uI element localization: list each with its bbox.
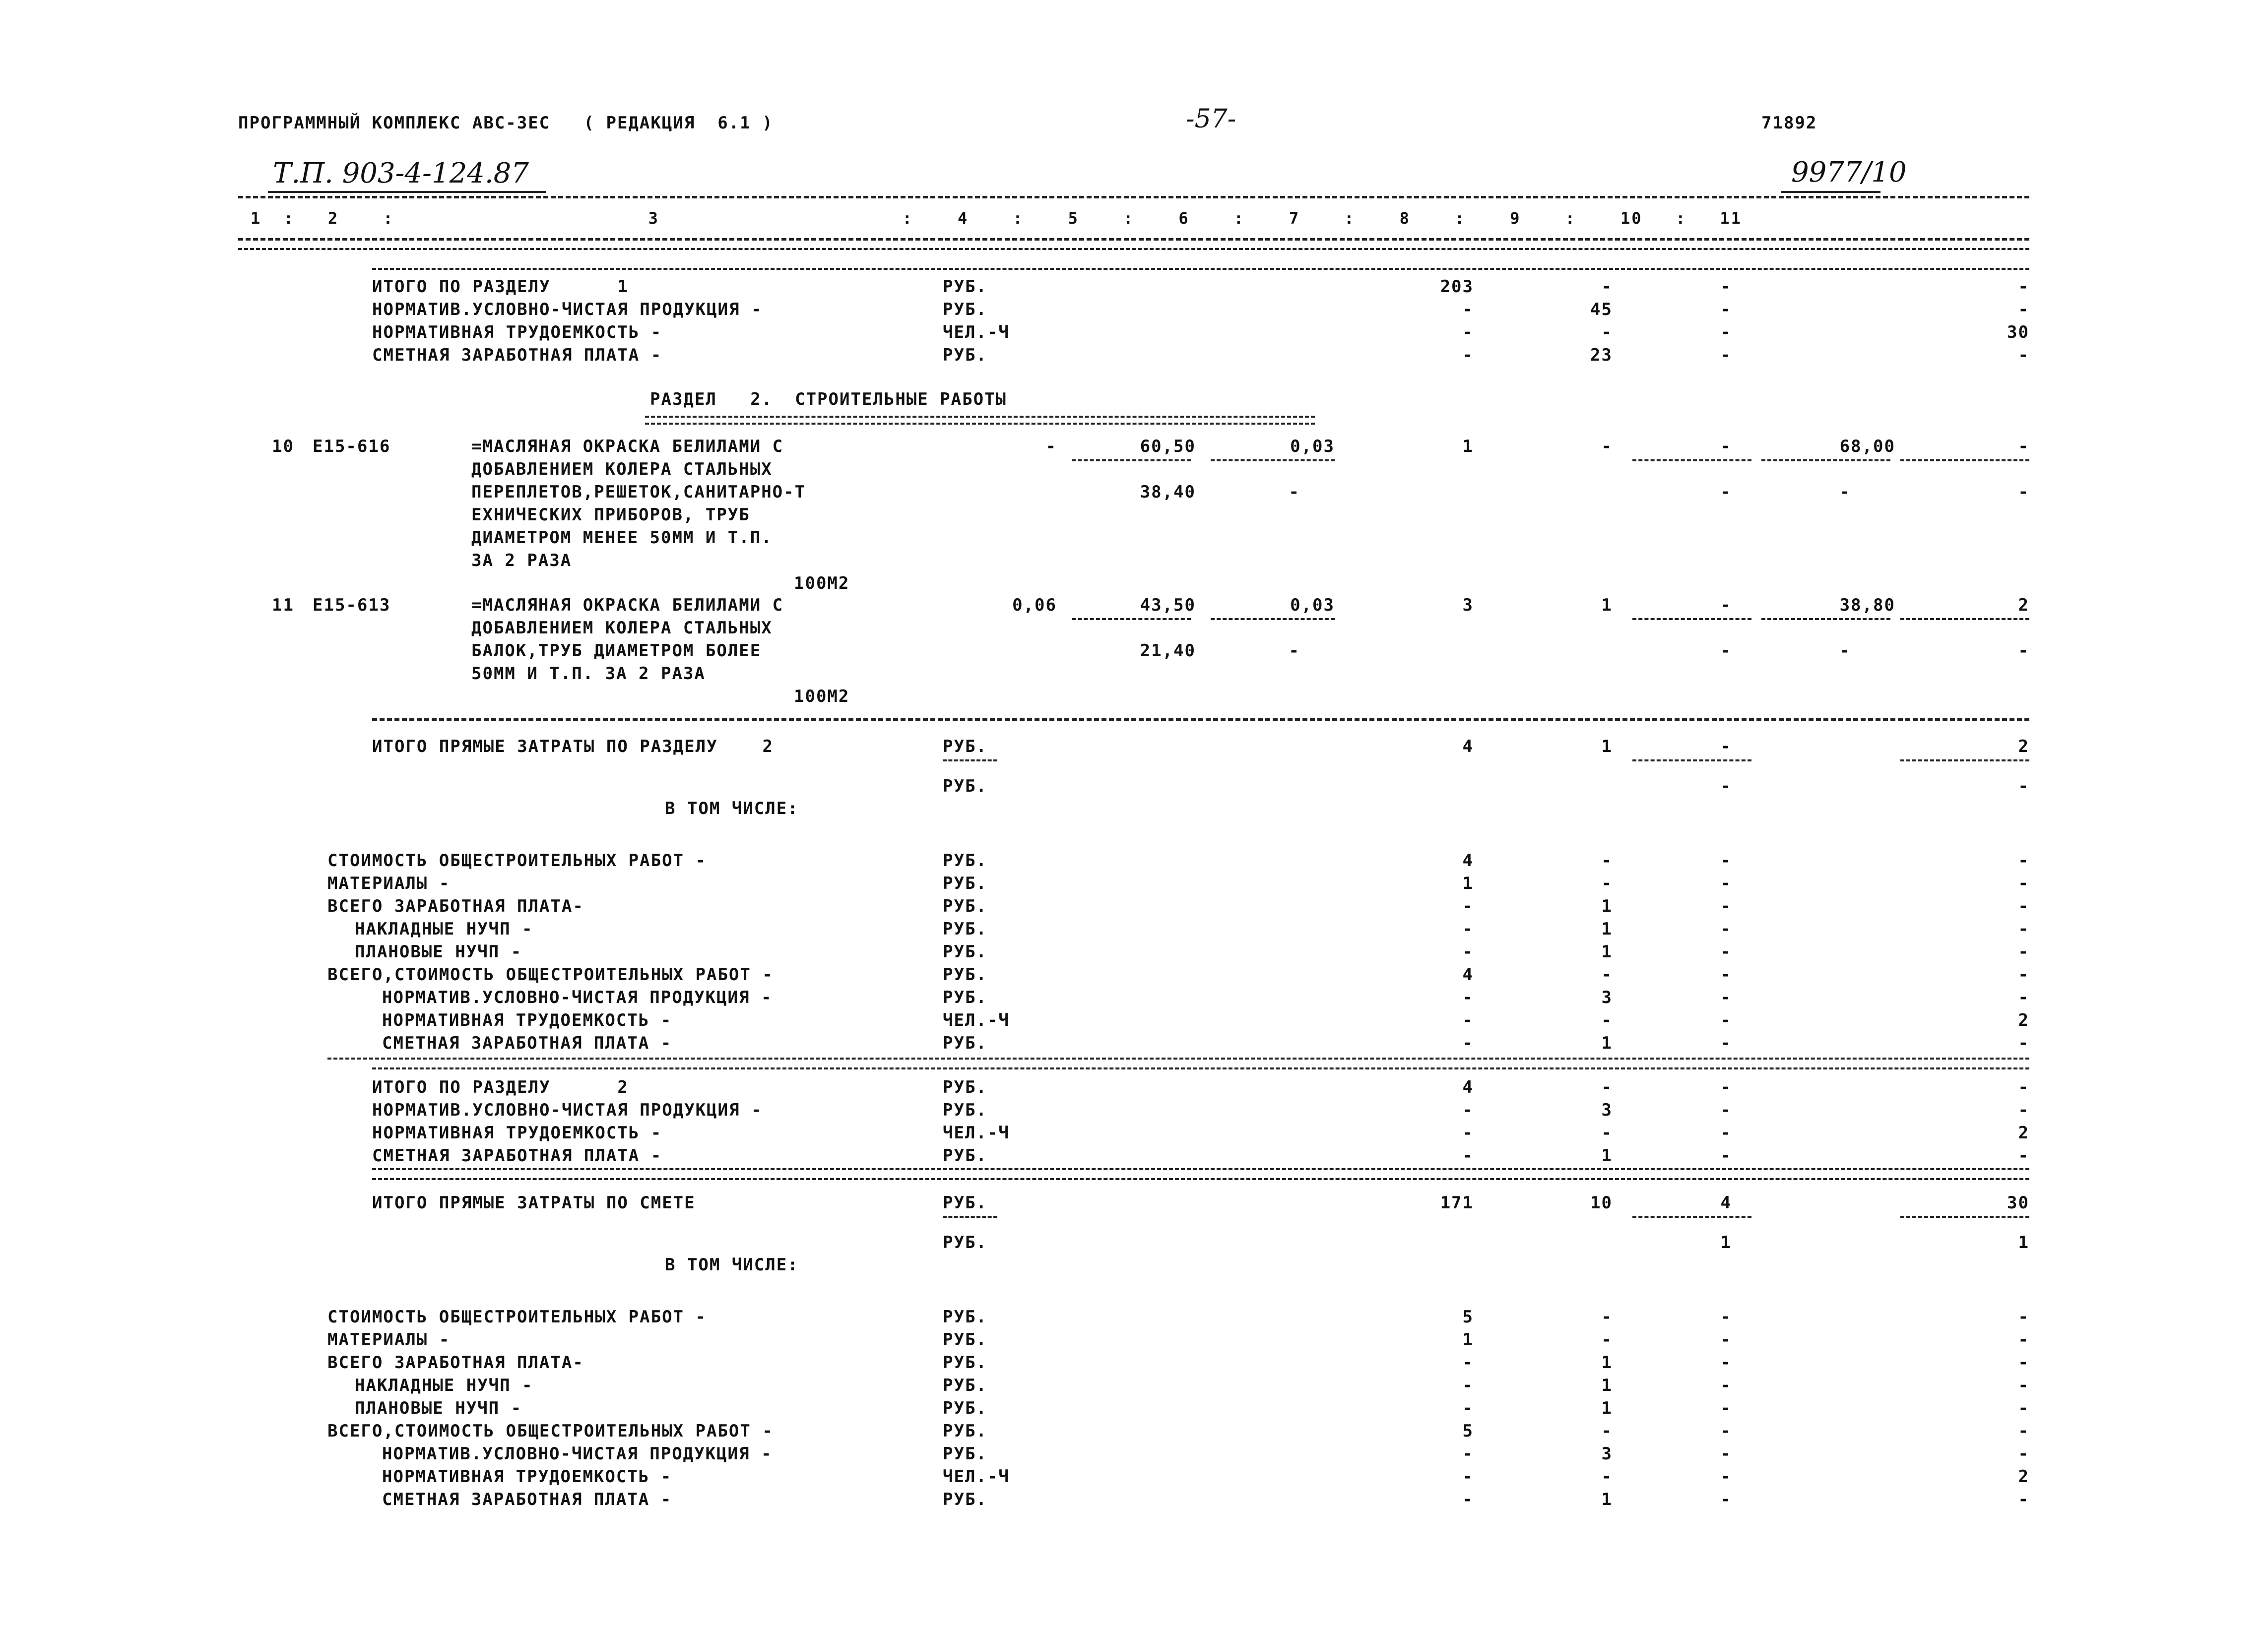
col11-cell: - (2018, 1398, 2029, 1418)
col11-cell-2: - (2018, 641, 2029, 661)
col4-cell: 0,06 (1012, 595, 1057, 615)
col7-cell: - (1462, 1123, 1474, 1143)
col11-cell: - (2018, 1146, 2029, 1166)
sheet-number: 9977/10 (1791, 156, 1907, 188)
item-description-line: ЗА 2 РАЗА (471, 551, 572, 570)
col5-cell: 43,50 (1140, 595, 1196, 615)
col9-cell: - (1720, 874, 1732, 893)
section2-totals-top-rule (372, 1067, 2029, 1069)
project-number: Т.П. 903-4-124.87 (273, 157, 529, 189)
col11-cell: - (2018, 1421, 2029, 1441)
unit-cell: ЧЕЛ.-Ч (943, 1010, 1010, 1030)
unit-cell: РУБ. (943, 988, 987, 1007)
unit-divider (943, 1216, 997, 1218)
col9-cell: - (1720, 965, 1732, 985)
col9-divider (1632, 618, 1751, 620)
item-code: Е15-616 (313, 437, 391, 456)
col11-cell: 2 (2018, 1123, 2029, 1143)
col11-cell: - (2018, 1033, 2029, 1053)
unit-cell: РУБ. (943, 1100, 987, 1120)
col9-cell: - (1720, 1146, 1732, 1166)
col9-cell: - (1720, 1307, 1732, 1327)
col8-cell: 45 (1590, 300, 1613, 319)
col8-cell: - (1601, 437, 1613, 456)
total-row-label: НОРМАТИВ.УСЛОВНО-ЧИСТАЯ ПРОДУКЦИЯ - (372, 1100, 763, 1120)
col11-cell: - (2018, 1353, 2029, 1373)
col8-cell: - (1601, 965, 1613, 985)
unit-cell: РУБ. (943, 1330, 987, 1350)
item-description-line: БАЛОК,ТРУБ ДИАМЕТРОМ БОЛЕЕ (471, 641, 762, 661)
unit-cell: РУБ. (943, 1353, 987, 1373)
col9-cell: - (1720, 737, 1732, 756)
col9-cell: - (1720, 1444, 1732, 1464)
col7-cell: - (1462, 896, 1474, 916)
col7-cell: - (1462, 1398, 1474, 1418)
col9-cell: - (1720, 1467, 1732, 1487)
col6-divider (1211, 459, 1335, 461)
total-row-label: НОРМАТИВНАЯ ТРУДОЕМКОСТЬ - (372, 1123, 662, 1143)
total-row-label: ИТОГО ПО РАЗДЕЛУ 2 (372, 1077, 629, 1097)
col11-cell: - (2018, 942, 2029, 962)
item-description-line: =МАСЛЯНАЯ ОКРАСКА БЕЛИЛАМИ С (471, 437, 784, 456)
col8-cell: - (1601, 1123, 1613, 1143)
section2-breakdown-end-rule (327, 1058, 2029, 1060)
col11-cell: - (2018, 988, 2029, 1007)
col11-cell-2: - (2018, 482, 2029, 502)
col8-cell: 1 (1601, 595, 1613, 615)
col7-cell: 203 (1440, 277, 1474, 297)
unit-cell: РУБ. (943, 300, 987, 319)
col11-cell: - (2018, 1330, 2029, 1350)
col7-cell: - (1462, 1100, 1474, 1120)
breakdown-row-label: НАКЛАДНЫЕ НУЧП - (355, 919, 533, 939)
col11-cell: - (2018, 1376, 2029, 1395)
col9-cell: - (1720, 919, 1732, 939)
col6-cell-2: - (1289, 482, 1300, 502)
col9-cell: - (1720, 1376, 1732, 1395)
unit-cell: РУБ. (943, 919, 987, 939)
col8-cell: 1 (1601, 1490, 1613, 1509)
col8-cell: 1 (1601, 942, 1613, 962)
col8-cell: - (1601, 1467, 1613, 1487)
col11-cell: 30 (2007, 1193, 2029, 1213)
col7-cell: - (1462, 1146, 1474, 1166)
unit-cell: ЧЕЛ.-Ч (943, 322, 1010, 342)
col7-cell: 4 (1462, 737, 1474, 756)
total-row-label: НОРМАТИВ.УСЛОВНО-ЧИСТАЯ ПРОДУКЦИЯ - (372, 300, 763, 319)
col8-cell: 1 (1601, 1353, 1613, 1373)
breakdown-row-label: ПЛАНОВЫЕ НУЧП - (355, 942, 522, 962)
col9-cell-2: - (1720, 482, 1732, 502)
col9-divider (1632, 459, 1751, 461)
sheet-underline (1781, 191, 1880, 193)
col11-cell-2: - (2018, 776, 2029, 796)
total-row-label: СМЕТНАЯ ЗАРАБОТНАЯ ПЛАТА - (372, 345, 662, 365)
col5-divider (1072, 618, 1191, 620)
total-row-label: ИТОГО ПО РАЗДЕЛУ 1 (372, 277, 629, 297)
col9-divider (1632, 1216, 1751, 1218)
col7-cell: 4 (1462, 851, 1474, 871)
col9-cell: - (1720, 1421, 1732, 1441)
unit-cell: РУБ. (943, 1307, 987, 1327)
col9-cell-2: - (1720, 776, 1732, 796)
col11-cell: - (2018, 851, 2029, 871)
col9-cell: - (1720, 437, 1732, 456)
unit-cell: РУБ. (943, 1444, 987, 1464)
unit-cell: РУБ. (943, 1398, 987, 1418)
col5-cell: 60,50 (1140, 437, 1196, 456)
unit-cell: РУБ. (943, 942, 987, 962)
unit-cell: РУБ. (943, 896, 987, 916)
breakdown-row-label: СТОИМОСТЬ ОБЩЕСТРОИТЕЛЬНЫХ РАБОТ - (327, 851, 707, 871)
col10-cell-2: - (1839, 482, 1851, 502)
col7-cell: 5 (1462, 1307, 1474, 1327)
col7-cell: - (1462, 919, 1474, 939)
breakdown-row-label: ВСЕГО ЗАРАБОТНАЯ ПЛАТА- (327, 1353, 584, 1373)
breakdown-row-label: СТОИМОСТЬ ОБЩЕСТРОИТЕЛЬНЫХ РАБОТ - (327, 1307, 707, 1327)
section2-including-label: В ТОМ ЧИСЛЕ: (665, 799, 799, 818)
col8-cell: 1 (1601, 737, 1613, 756)
col8-cell: 3 (1601, 1100, 1613, 1120)
section2-title-rule (645, 416, 1315, 425)
header-bottom-rule-2 (238, 248, 2029, 250)
estimate-top-rule-2 (372, 1178, 2029, 1180)
unit-cell: РУБ. (943, 1490, 987, 1509)
col7-cell: - (1462, 988, 1474, 1007)
unit-cell-2: РУБ. (943, 1233, 987, 1253)
col9-cell: - (1720, 300, 1732, 319)
item-number: 10 (272, 437, 294, 456)
col9-cell: - (1720, 1398, 1732, 1418)
col6-cell: 0,03 (1290, 437, 1335, 456)
breakdown-row-label: НОРМАТИВНАЯ ТРУДОЕМКОСТЬ - (382, 1467, 672, 1487)
col11-divider (1900, 618, 2029, 620)
col8-cell: - (1601, 1307, 1613, 1327)
col9-cell: - (1720, 1077, 1732, 1097)
col11-cell: - (2018, 437, 2029, 456)
col5-cell-2: 38,40 (1140, 482, 1196, 502)
unit-cell: РУБ. (943, 737, 987, 756)
col9-cell: - (1720, 1330, 1732, 1350)
breakdown-row-label: ВСЕГО,СТОИМОСТЬ ОБЩЕСТРОИТЕЛЬНЫХ РАБОТ - (327, 965, 774, 985)
item-unit: 100М2 (794, 687, 850, 706)
section2-title: РАЗДЕЛ 2. СТРОИТЕЛЬНЫЕ РАБОТЫ (650, 389, 1007, 409)
col8-cell: - (1601, 277, 1613, 297)
col11-divider (1900, 1216, 2029, 1218)
col9-cell: - (1720, 851, 1732, 871)
col9-cell: - (1720, 1010, 1732, 1030)
col9-cell: - (1720, 595, 1732, 615)
col7-cell: - (1462, 942, 1474, 962)
col7-cell: - (1462, 1010, 1474, 1030)
col10-cell: 38,80 (1839, 595, 1895, 615)
breakdown-row-label: ВСЕГО ЗАРАБОТНАЯ ПЛАТА- (327, 896, 584, 916)
col7-cell: 3 (1462, 595, 1474, 615)
unit-cell: РУБ. (943, 851, 987, 871)
col11-cell: - (2018, 1307, 2029, 1327)
page-number: -57- (1186, 104, 1236, 134)
col11-cell: 2 (2018, 737, 2029, 756)
unit-cell: РУБ. (943, 345, 987, 365)
col9-cell: - (1720, 1033, 1732, 1053)
col11-cell: 2 (2018, 595, 2029, 615)
col7-cell: - (1462, 1490, 1474, 1509)
col11-cell: - (2018, 300, 2029, 319)
col9-cell: - (1720, 896, 1732, 916)
col5-cell-2: 21,40 (1140, 641, 1196, 661)
col7-cell: - (1462, 300, 1474, 319)
col7-cell: - (1462, 1467, 1474, 1487)
col11-cell: - (2018, 1100, 2029, 1120)
col6-divider (1211, 618, 1335, 620)
item-code: Е15-613 (313, 595, 391, 615)
breakdown-row-label: МАТЕРИАЛЫ - (327, 874, 451, 893)
unit-cell-2: РУБ. (943, 776, 987, 796)
item-description-line: ЕХНИЧЕСКИХ ПРИБОРОВ, ТРУБ (471, 505, 750, 525)
section1-total-rule (372, 268, 2029, 270)
unit-cell: ЧЕЛ.-Ч (943, 1123, 1010, 1143)
col8-cell: 1 (1601, 1398, 1613, 1418)
unit-cell: РУБ. (943, 1193, 987, 1213)
project-underline (268, 191, 546, 193)
breakdown-row-label: НОРМАТИВ.УСЛОВНО-ЧИСТАЯ ПРОДУКЦИЯ - (382, 988, 773, 1007)
unit-divider (943, 759, 997, 761)
col6-cell-2: - (1289, 641, 1300, 661)
col8-cell: 1 (1601, 896, 1613, 916)
col9-cell: - (1720, 1490, 1732, 1509)
col8-cell: 1 (1601, 1376, 1613, 1395)
col11-cell: - (2018, 965, 2029, 985)
breakdown-row-label: МАТЕРИАЛЫ - (327, 1330, 451, 1350)
col11-cell: 30 (2007, 322, 2029, 342)
col10-divider (1761, 618, 1890, 620)
col7-cell: 5 (1462, 1421, 1474, 1441)
col7-cell: - (1462, 1033, 1474, 1053)
col8-cell: 3 (1601, 1444, 1613, 1464)
item-description-line: ДИАМЕТРОМ МЕНЕЕ 50ММ И Т.П. (471, 528, 773, 548)
col7-cell: - (1462, 345, 1474, 365)
col9-cell: - (1720, 1353, 1732, 1373)
col10-cell: 68,00 (1839, 437, 1895, 456)
col6-cell: 0,03 (1290, 595, 1335, 615)
col8-cell: 1 (1601, 1033, 1613, 1053)
unit-cell: РУБ. (943, 277, 987, 297)
col8-cell: - (1601, 874, 1613, 893)
col10-cell-2: - (1839, 641, 1851, 661)
col7-cell: 1 (1462, 874, 1474, 893)
col8-cell: - (1601, 1330, 1613, 1350)
unit-cell: РУБ. (943, 874, 987, 893)
col7-cell: - (1462, 1376, 1474, 1395)
col8-cell: 23 (1590, 345, 1613, 365)
col11-cell: - (2018, 874, 2029, 893)
col11-cell-2: 1 (2018, 1233, 2029, 1253)
col8-cell: 1 (1601, 919, 1613, 939)
col8-cell: - (1601, 1077, 1613, 1097)
col8-cell: 3 (1601, 988, 1613, 1007)
col9-cell: - (1720, 988, 1732, 1007)
col11-cell: 2 (2018, 1010, 2029, 1030)
breakdown-row-label: ВСЕГО,СТОИМОСТЬ ОБЩЕСТРОИТЕЛЬНЫХ РАБОТ - (327, 1421, 774, 1441)
breakdown-row-label: НАКЛАДНЫЕ НУЧП - (355, 1376, 533, 1395)
col11-cell: - (2018, 277, 2029, 297)
col8-cell: - (1601, 322, 1613, 342)
document-code: 71892 (1761, 113, 1817, 133)
col11-cell: - (2018, 1490, 2029, 1509)
col9-cell: - (1720, 942, 1732, 962)
item-description-line: ПЕРЕПЛЕТОВ,РЕШЕТОК,САНИТАРНО-Т (471, 482, 806, 502)
unit-cell: РУБ. (943, 965, 987, 985)
col7-cell: 4 (1462, 965, 1474, 985)
col8-cell: 10 (1590, 1193, 1613, 1213)
col11-cell: - (2018, 919, 2029, 939)
col8-cell: 1 (1601, 1146, 1613, 1166)
col11-cell: - (2018, 345, 2029, 365)
header-bottom-rule (238, 238, 2029, 241)
col11-cell: 2 (2018, 1467, 2029, 1487)
col7-cell: - (1462, 322, 1474, 342)
col9-cell: - (1720, 1123, 1732, 1143)
direct-cost-label: ИТОГО ПРЯМЫЕ ЗАТРАТЫ ПО СМЕТЕ (372, 1193, 696, 1213)
col9-cell: - (1720, 322, 1732, 342)
col9-cell: - (1720, 345, 1732, 365)
breakdown-row-label: НОРМАТИВ.УСЛОВНО-ЧИСТАЯ ПРОДУКЦИЯ - (382, 1444, 773, 1464)
item-description-line: =МАСЛЯНАЯ ОКРАСКА БЕЛИЛАМИ С (471, 595, 784, 615)
breakdown-row-label: СМЕТНАЯ ЗАРАБОТНАЯ ПЛАТА - (382, 1033, 672, 1053)
col8-cell: - (1601, 1421, 1613, 1441)
program-title: ПРОГРАММНЫЙ КОМПЛЕКС АВС-ЗЕС ( РЕДАКЦИЯ 6.1 ) (238, 113, 774, 133)
col9-cell: - (1720, 277, 1732, 297)
estimate-top-rule (372, 1168, 2029, 1170)
col5-divider (1072, 459, 1191, 461)
unit-cell: РУБ. (943, 1077, 987, 1097)
breakdown-row-label: СМЕТНАЯ ЗАРАБОТНАЯ ПЛАТА - (382, 1490, 672, 1509)
table-top-rule (238, 196, 2029, 198)
unit-cell: РУБ. (943, 1146, 987, 1166)
col8-cell: - (1601, 851, 1613, 871)
col9-cell-2: 1 (1720, 1233, 1732, 1253)
col4-cell: - (1045, 437, 1057, 456)
col7-cell: 171 (1440, 1193, 1474, 1213)
col9-divider (1632, 759, 1751, 761)
direct-cost-label: ИТОГО ПРЯМЫЕ ЗАТРАТЫ ПО РАЗДЕЛУ 2 (372, 737, 774, 756)
col7-cell: - (1462, 1444, 1474, 1464)
col11-divider (1900, 459, 2029, 461)
item-description-line: ДОБАВЛЕНИЕМ КОЛЕРА СТАЛЬНЫХ (471, 618, 773, 638)
col8-cell: - (1601, 1010, 1613, 1030)
col7-cell: - (1462, 1353, 1474, 1373)
col7-cell: 1 (1462, 1330, 1474, 1350)
unit-cell: РУБ. (943, 1421, 987, 1441)
total-row-label: НОРМАТИВНАЯ ТРУДОЕМКОСТЬ - (372, 322, 662, 342)
column-numbers: 1 : 2 : 3 : 4 : 5 : 6 : 7 : 8 : 9 : 10 : 11 (251, 209, 1742, 228)
breakdown-row-label: НОРМАТИВНАЯ ТРУДОЕМКОСТЬ - (382, 1010, 672, 1030)
item-unit: 100М2 (794, 573, 850, 593)
col11-divider (1900, 759, 2029, 761)
unit-cell: РУБ. (943, 1033, 987, 1053)
col9-cell-2: - (1720, 641, 1732, 661)
unit-cell: ЧЕЛ.-Ч (943, 1467, 1010, 1487)
breakdown-row-label: ПЛАНОВЫЕ НУЧП - (355, 1398, 522, 1418)
total-row-label: СМЕТНАЯ ЗАРАБОТНАЯ ПЛАТА - (372, 1146, 662, 1166)
unit-cell: РУБ. (943, 1376, 987, 1395)
col11-cell: - (2018, 1444, 2029, 1464)
item-description-line: ДОБАВЛЕНИЕМ КОЛЕРА СТАЛЬНЫХ (471, 459, 773, 479)
col11-cell: - (2018, 1077, 2029, 1097)
item-description-line: 50ММ И Т.П. ЗА 2 РАЗА (471, 664, 706, 684)
item-number: 11 (272, 595, 294, 615)
section2-items-end-rule (372, 718, 2029, 721)
col7-cell: 4 (1462, 1077, 1474, 1097)
estimate-including-label: В ТОМ ЧИСЛЕ: (665, 1255, 799, 1275)
col7-cell: 1 (1462, 437, 1474, 456)
col10-divider (1761, 459, 1890, 461)
col9-cell: - (1720, 1100, 1732, 1120)
col11-cell: - (2018, 896, 2029, 916)
col9-cell: 4 (1720, 1193, 1732, 1213)
